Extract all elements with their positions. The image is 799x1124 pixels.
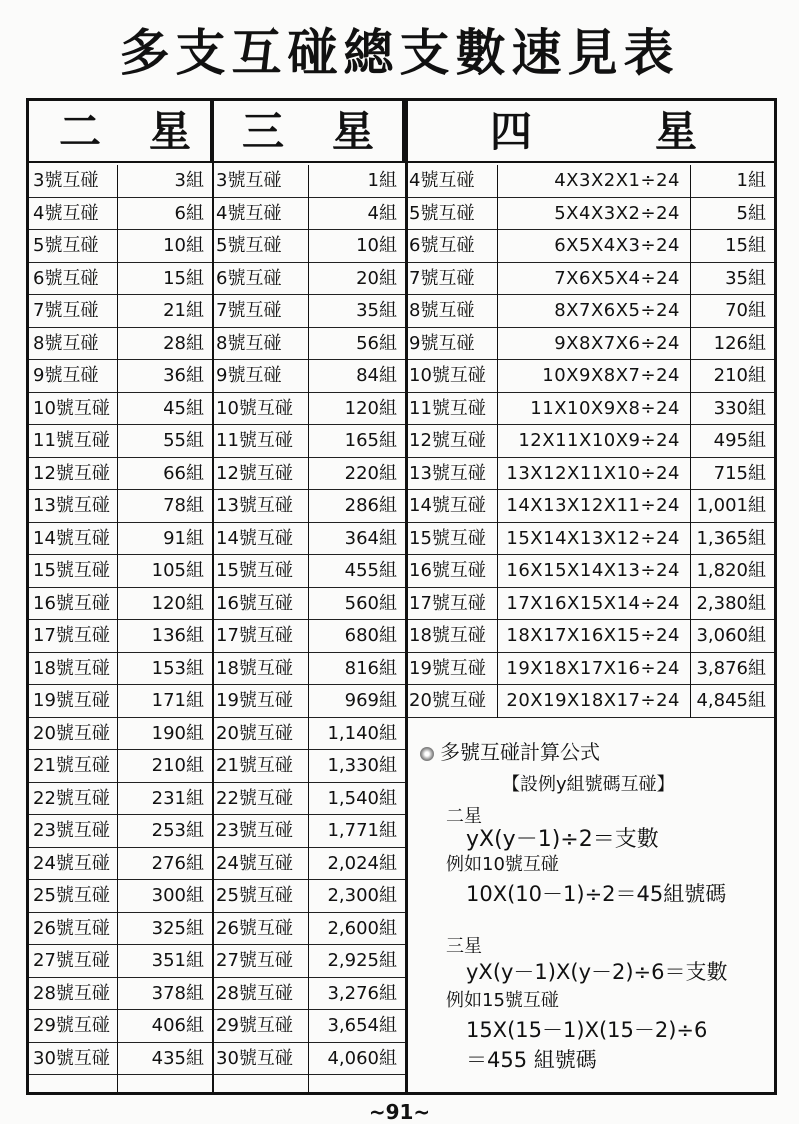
group-count: 2,024組 <box>327 852 397 874</box>
group-count: 91組 <box>163 527 204 549</box>
two-star-example: 10X(10－1)÷2＝45組號碼 <box>466 882 727 906</box>
group-count: 136組 <box>151 625 204 646</box>
number-label: 14號互碰 <box>216 527 293 549</box>
page-title: 多支互碰總支數速見表 <box>119 24 680 82</box>
grid-line <box>117 165 118 1092</box>
table-row <box>29 718 212 751</box>
group-count: 220組 <box>344 462 397 484</box>
group-count: 364組 <box>344 527 397 549</box>
group-count: 1組 <box>367 170 397 191</box>
number-label: 6號互碰 <box>409 235 475 256</box>
group-count: 190組 <box>151 722 204 744</box>
group-count: 1,771組 <box>327 820 397 841</box>
number-label: 13號互碰 <box>409 462 486 484</box>
number-label: 19號互碰 <box>33 690 110 711</box>
table-row <box>29 815 212 848</box>
table-row <box>29 945 212 978</box>
group-count: 1,365組 <box>696 527 766 549</box>
number-label: 29號互碰 <box>33 1015 110 1036</box>
group-count: 120組 <box>151 592 204 614</box>
number-label: 9號互碰 <box>216 365 282 386</box>
group-count: 21組 <box>163 300 204 321</box>
calc-formula: 18X17X16X15÷24 <box>506 625 680 646</box>
number-label: 3號互碰 <box>33 170 99 191</box>
number-label: 15號互碰 <box>33 560 110 581</box>
calc-formula: 16X15X14X13÷24 <box>506 560 680 581</box>
number-label: 8號互碰 <box>33 332 99 354</box>
table-row <box>29 978 212 1011</box>
table-row <box>405 523 774 556</box>
group-count: 3,876組 <box>696 657 766 679</box>
table-row <box>405 620 774 653</box>
group-count: 1,140組 <box>327 722 397 744</box>
table-row <box>29 588 212 621</box>
two-star-example-label: 例如10號互碰 <box>446 854 559 875</box>
number-label: 14號互碰 <box>33 527 110 549</box>
number-label: 19號互碰 <box>216 690 293 711</box>
group-count: 28組 <box>163 332 204 354</box>
number-label: 28號互碰 <box>33 982 110 1004</box>
formula-assume: 【設例y組號碼互碰】 <box>502 774 675 795</box>
calc-formula: 10X9X8X7÷24 <box>542 365 680 386</box>
group-count: 4,060組 <box>327 1047 397 1069</box>
three-star-example: 15X(15－1)X(15－2)÷6 <box>466 1018 708 1042</box>
three-star-formula: yX(y－1)X(y－2)÷6＝支數 <box>466 960 728 984</box>
group-count: 406組 <box>151 1015 204 1036</box>
group-count: 70組 <box>725 300 766 321</box>
table-row <box>29 783 212 816</box>
group-count: 455組 <box>344 560 397 581</box>
number-label: 7號互碰 <box>216 300 282 321</box>
header-three-char-b: 星 <box>332 107 375 156</box>
group-count: 276組 <box>151 852 204 874</box>
number-label: 8號互碰 <box>409 300 475 321</box>
grid-line <box>497 165 498 718</box>
table-row <box>29 263 212 296</box>
table-row <box>405 425 774 458</box>
calc-formula: 19X18X17X16÷24 <box>506 657 680 679</box>
calc-formula: 8X7X6X5÷24 <box>554 300 680 321</box>
header-three-char-a: 三 <box>242 107 285 156</box>
group-count: 126組 <box>713 332 766 354</box>
number-label: 14號互碰 <box>409 495 486 516</box>
group-count: 3組 <box>174 170 204 191</box>
group-count: 495組 <box>713 430 766 451</box>
number-label: 12號互碰 <box>33 462 110 484</box>
number-label: 23號互碰 <box>33 820 110 841</box>
group-count: 1,820組 <box>696 560 766 581</box>
group-count: 2,300組 <box>327 885 397 906</box>
group-count: 560組 <box>344 592 397 614</box>
number-label: 10號互碰 <box>33 397 110 419</box>
calc-formula: 20X19X18X17÷24 <box>506 690 680 711</box>
number-label: 9號互碰 <box>33 365 99 386</box>
header-four-char-b: 星 <box>655 107 698 156</box>
number-label: 24號互碰 <box>216 852 293 874</box>
group-count: 15組 <box>163 267 204 289</box>
table-row <box>29 848 212 881</box>
number-label: 11號互碰 <box>33 430 110 451</box>
group-count: 1,001組 <box>696 495 766 516</box>
calc-formula: 13X12X11X10÷24 <box>506 462 680 484</box>
number-label: 13號互碰 <box>216 495 293 516</box>
group-count: 165組 <box>344 430 397 451</box>
group-count: 10組 <box>356 235 397 256</box>
table-row <box>29 230 212 263</box>
table-row <box>29 328 212 361</box>
table-row <box>29 653 212 686</box>
group-count: 680組 <box>344 625 397 646</box>
calc-formula: 15X14X13X12÷24 <box>506 527 680 549</box>
number-label: 30號互碰 <box>33 1047 110 1069</box>
page-number: ~91~ <box>368 1100 431 1124</box>
group-count: 325組 <box>151 917 204 939</box>
table-row <box>405 458 774 491</box>
number-label: 17號互碰 <box>409 592 486 614</box>
group-count: 1,540組 <box>327 787 397 809</box>
table-row <box>29 620 212 653</box>
table-row <box>405 198 774 231</box>
calc-formula: 7X6X5X4÷24 <box>554 267 680 289</box>
group-count: 56組 <box>356 332 397 354</box>
group-count: 55組 <box>163 430 204 451</box>
number-label: 6號互碰 <box>216 267 282 289</box>
group-count: 45組 <box>163 397 204 419</box>
table-row <box>29 360 212 393</box>
table-row <box>29 523 212 556</box>
header-four-star <box>405 101 774 163</box>
group-count: 210組 <box>151 755 204 776</box>
table-row <box>29 1043 212 1076</box>
number-label: 18號互碰 <box>33 657 110 679</box>
table-row <box>405 490 774 523</box>
group-count: 3,276組 <box>327 982 397 1004</box>
group-count: 15組 <box>725 235 766 256</box>
calc-formula: 17X16X15X14÷24 <box>506 592 680 614</box>
group-count: 969組 <box>344 690 397 711</box>
table-row <box>405 263 774 296</box>
number-label: 29號互碰 <box>216 1015 293 1036</box>
number-label: 15號互碰 <box>216 560 293 581</box>
table-row <box>29 490 212 523</box>
table-row <box>29 555 212 588</box>
number-label: 24號互碰 <box>33 852 110 874</box>
group-count: 231組 <box>151 787 204 809</box>
number-label: 26號互碰 <box>216 917 293 939</box>
group-count: 4組 <box>367 202 397 224</box>
calc-formula: 12X11X10X9÷24 <box>518 430 680 451</box>
number-label: 21號互碰 <box>33 755 110 776</box>
table-row <box>405 588 774 621</box>
number-label: 22號互碰 <box>33 787 110 809</box>
number-label: 25號互碰 <box>216 885 293 906</box>
header-two-star <box>29 101 212 163</box>
table-row <box>405 360 774 393</box>
group-count: 20組 <box>356 267 397 289</box>
number-label: 27號互碰 <box>216 950 293 971</box>
table-row <box>405 328 774 361</box>
group-count: 3,654組 <box>327 1015 397 1036</box>
number-label: 19號互碰 <box>409 657 486 679</box>
number-label: 17號互碰 <box>33 625 110 646</box>
header-two-char-b: 星 <box>149 107 192 156</box>
table-row <box>29 913 212 946</box>
formula-box <box>410 730 770 1090</box>
calc-formula: 14X13X12X11÷24 <box>506 495 680 516</box>
header-two-char-a: 二 <box>59 107 102 156</box>
calc-formula: 11X10X9X8÷24 <box>530 397 680 419</box>
number-label: 12號互碰 <box>216 462 293 484</box>
table-row <box>405 653 774 686</box>
number-label: 10號互碰 <box>409 365 486 386</box>
calc-formula: 4X3X2X1÷24 <box>554 170 680 191</box>
formula-heading <box>420 736 600 765</box>
group-count: 120組 <box>344 397 397 419</box>
group-count: 3,060組 <box>696 625 766 646</box>
three-star-label: 三星 <box>446 936 482 957</box>
number-label: 27號互碰 <box>33 950 110 971</box>
number-label: 25號互碰 <box>33 885 110 906</box>
number-label: 4號互碰 <box>216 202 282 224</box>
number-label: 23號互碰 <box>216 820 293 841</box>
number-label: 11號互碰 <box>409 397 486 419</box>
table-row <box>29 1010 212 1043</box>
grid-line <box>690 165 691 718</box>
two-star-column <box>29 165 212 1075</box>
group-count: 2,600組 <box>327 917 397 939</box>
group-count: 153組 <box>151 657 204 679</box>
two-star-formula: yX(y－1)÷2＝支數 <box>466 827 659 852</box>
grid-line <box>405 101 408 1092</box>
header-four-char-a: 四 <box>490 107 533 156</box>
table-row <box>29 880 212 913</box>
number-label: 8號互碰 <box>216 332 282 354</box>
table-row <box>29 165 212 198</box>
number-label: 18號互碰 <box>216 657 293 679</box>
three-star-example-label: 例如15號互碰 <box>446 990 559 1011</box>
table-row <box>405 165 774 198</box>
number-label: 20號互碰 <box>216 722 293 744</box>
number-label: 17號互碰 <box>216 625 293 646</box>
table-row <box>29 458 212 491</box>
grid-line <box>212 101 214 1092</box>
three-star-result: ＝455 組號碼 <box>466 1048 597 1072</box>
number-label: 21號互碰 <box>216 755 293 776</box>
group-count: 300組 <box>151 885 204 906</box>
number-label: 6號互碰 <box>33 267 99 289</box>
number-label: 22號互碰 <box>216 787 293 809</box>
calc-formula: 9X8X7X6÷24 <box>554 332 680 354</box>
grid-line <box>308 165 309 1092</box>
group-count: 816組 <box>344 657 397 679</box>
group-count: 2,380組 <box>696 592 766 614</box>
four-star-column <box>405 165 774 718</box>
group-count: 435組 <box>151 1047 204 1069</box>
number-label: 20號互碰 <box>33 722 110 744</box>
group-count: 84組 <box>356 365 397 386</box>
table-row <box>29 198 212 231</box>
group-count: 1組 <box>736 170 766 191</box>
group-count: 35組 <box>356 300 397 321</box>
calc-formula: 6X5X4X3÷24 <box>554 235 680 256</box>
formula-heading-text: 多號互碰計算公式 <box>440 740 600 764</box>
number-label: 11號互碰 <box>216 430 293 451</box>
number-label: 30號互碰 <box>216 1047 293 1069</box>
group-count: 715組 <box>713 462 766 484</box>
group-count: 105組 <box>151 560 204 581</box>
table-row <box>29 750 212 783</box>
group-count: 78組 <box>163 495 204 516</box>
number-label: 20號互碰 <box>409 690 486 711</box>
group-count: 4,845組 <box>696 690 766 711</box>
table-row <box>405 295 774 328</box>
group-count: 10組 <box>163 235 204 256</box>
group-count: 36組 <box>163 365 204 386</box>
number-label: 15號互碰 <box>409 527 486 549</box>
number-label: 5號互碰 <box>216 235 282 256</box>
number-label: 3號互碰 <box>216 170 282 191</box>
calc-formula: 5X4X3X2÷24 <box>554 202 680 224</box>
group-count: 66組 <box>163 462 204 484</box>
table-row <box>29 295 212 328</box>
number-label: 13號互碰 <box>33 495 110 516</box>
number-label: 16號互碰 <box>216 592 293 614</box>
group-count: 1,330組 <box>327 755 397 776</box>
group-count: 171組 <box>151 690 204 711</box>
table-row <box>405 685 774 718</box>
number-label: 18號互碰 <box>409 625 486 646</box>
group-count: 286組 <box>344 495 397 516</box>
number-label: 12號互碰 <box>409 430 486 451</box>
number-label: 16號互碰 <box>33 592 110 614</box>
group-count: 330組 <box>713 397 766 419</box>
table-row <box>29 425 212 458</box>
two-star-label: 二星 <box>446 806 482 827</box>
group-count: 253組 <box>151 820 204 841</box>
table-row <box>405 230 774 263</box>
table-row <box>405 393 774 426</box>
header-three-star <box>212 101 405 163</box>
number-label: 4號互碰 <box>409 170 475 191</box>
number-label: 26號互碰 <box>33 917 110 939</box>
table-row <box>29 393 212 426</box>
group-count: 5組 <box>736 202 766 224</box>
number-label: 28號互碰 <box>216 982 293 1004</box>
number-label: 7號互碰 <box>33 300 99 321</box>
number-label: 10號互碰 <box>216 397 293 419</box>
bullet-icon <box>420 747 434 761</box>
group-count: 378組 <box>151 982 204 1004</box>
group-count: 6組 <box>174 202 204 224</box>
number-label: 7號互碰 <box>409 267 475 289</box>
number-label: 4號互碰 <box>33 202 99 224</box>
number-label: 5號互碰 <box>33 235 99 256</box>
group-count: 351組 <box>151 950 204 971</box>
group-count: 210組 <box>713 365 766 386</box>
group-count: 35組 <box>725 267 766 289</box>
table-row <box>29 685 212 718</box>
number-label: 9號互碰 <box>409 332 475 354</box>
table-row <box>405 555 774 588</box>
number-label: 16號互碰 <box>409 560 486 581</box>
group-count: 2,925組 <box>327 950 397 971</box>
number-label: 5號互碰 <box>409 202 475 224</box>
